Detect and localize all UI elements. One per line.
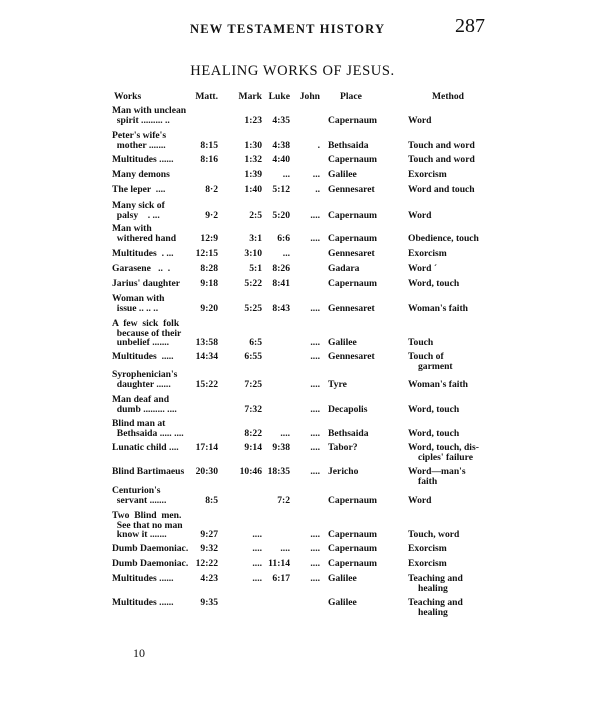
works-line: Dumb Daemoniac. xyxy=(112,543,189,554)
works-line: unbelief ....... xyxy=(112,337,170,349)
place-cell: Capernaum xyxy=(328,154,378,165)
method-line: ciples' failure xyxy=(418,451,473,463)
method-cell xyxy=(408,279,459,289)
method-line: healing xyxy=(418,582,448,594)
matt-cell: 15:22 xyxy=(195,378,218,390)
method-line: Teaching and xyxy=(408,597,463,608)
works-cell xyxy=(112,155,174,165)
mark-cell: 1:32 xyxy=(244,154,262,165)
works-line: because of their xyxy=(112,327,182,339)
mark-cell: 9:14 xyxy=(244,442,262,453)
method-line: Touch, word xyxy=(408,529,460,541)
matt-cell: 9:27 xyxy=(200,529,218,541)
luke-cell: 8:26 xyxy=(272,263,290,274)
mark-cell: 1:23 xyxy=(244,114,262,126)
method-line: Word xyxy=(408,114,432,126)
mark-cell: 3:10 xyxy=(244,248,262,259)
works-cell xyxy=(112,395,177,414)
place-cell: Gennesaret xyxy=(328,248,375,259)
matt-cell: 14:34 xyxy=(195,351,218,362)
john-cell: .. xyxy=(315,184,320,195)
works-cell xyxy=(112,370,177,389)
works-cell xyxy=(112,294,165,313)
matt-cell: 9:20 xyxy=(200,302,218,314)
john-cell: .... xyxy=(310,209,320,221)
header-luke: Luke xyxy=(268,91,290,102)
matt-cell: 12:22 xyxy=(195,558,218,569)
method-line: Obedience, touch xyxy=(408,232,479,244)
method-line: Word, touch xyxy=(408,403,460,415)
place-cell: Galilee xyxy=(328,169,357,180)
works-cell xyxy=(112,224,176,243)
john-cell: .... xyxy=(310,427,320,439)
running-head: NEW TESTAMENT HISTORY xyxy=(190,22,386,36)
matt-cell: 12:15 xyxy=(195,248,218,259)
works-line: Multitudes ...... xyxy=(112,154,174,165)
method-line: Word, touch xyxy=(408,427,460,439)
works-line: Multitudes ..... xyxy=(112,351,174,362)
works-cell xyxy=(112,279,180,289)
works-line: Woman with xyxy=(112,293,165,304)
mark-cell: .... xyxy=(252,543,262,554)
method-line: Exorcism xyxy=(408,248,447,259)
method-cell xyxy=(408,405,459,415)
place-cell: Tabor? xyxy=(328,442,358,453)
luke-cell: 11:14 xyxy=(268,558,290,569)
works-line: A few sick folk xyxy=(112,318,180,329)
works-cell xyxy=(112,467,184,477)
john-cell: .... xyxy=(310,543,320,554)
works-line: palsy . ... xyxy=(112,209,160,221)
method-cell xyxy=(408,116,431,126)
works-cell xyxy=(112,419,184,438)
method-line: Word xyxy=(408,209,432,221)
header-mark: Mark xyxy=(238,91,262,102)
luke-cell: .... xyxy=(280,543,290,554)
place-cell: Capernaum xyxy=(328,278,378,289)
works-line: daughter ...... xyxy=(112,378,171,390)
works-line: dumb ......... .... xyxy=(112,403,177,415)
works-cell xyxy=(112,106,186,125)
works-line: Centurion's xyxy=(112,485,161,496)
place-cell: Capernaum xyxy=(328,232,378,244)
john-cell: .... xyxy=(310,378,320,390)
mark-cell: .... xyxy=(252,529,262,541)
method-line: Teaching and xyxy=(408,573,463,584)
method-line: Word, touch xyxy=(408,278,460,289)
method-line: Word and touch xyxy=(408,184,475,195)
luke-cell: ... xyxy=(282,169,290,180)
method-cell xyxy=(408,598,463,617)
luke-cell: 5:20 xyxy=(272,209,290,221)
place-cell: Capernaum xyxy=(328,529,378,541)
works-line: Peter's wife's xyxy=(112,130,167,141)
method-cell xyxy=(408,380,468,390)
luke-cell: 6:6 xyxy=(277,232,290,244)
john-cell: .... xyxy=(310,337,320,349)
luke-cell: 18:35 xyxy=(267,466,290,477)
works-line: mother ....... xyxy=(112,139,166,151)
method-line: Exorcism xyxy=(408,558,447,569)
works-cell xyxy=(112,598,174,608)
john-cell: .... xyxy=(310,302,320,314)
john-cell: . xyxy=(317,139,320,151)
mark-cell: 3:1 xyxy=(249,232,262,244)
method-line: Touch and word xyxy=(408,154,475,165)
works-line: Multitudes ...... xyxy=(112,573,174,584)
works-line: The leper .... xyxy=(112,184,166,195)
works-line: Garasene .. . xyxy=(112,263,171,274)
method-cell xyxy=(408,304,468,314)
mark-cell: 8:22 xyxy=(244,427,262,439)
place-cell: Bethsaida xyxy=(328,139,369,151)
place-cell: Capernaum xyxy=(328,558,378,569)
method-line: Woman's faith xyxy=(408,378,468,390)
works-cell xyxy=(112,249,174,259)
header-john: John xyxy=(299,91,320,102)
place-cell: Gadara xyxy=(328,263,360,274)
place-cell: Galilee xyxy=(328,597,357,608)
john-cell: .... xyxy=(310,558,320,569)
method-cell xyxy=(408,544,447,554)
method-cell xyxy=(408,155,475,165)
method-line: garment xyxy=(418,360,453,372)
method-line: healing xyxy=(418,606,448,618)
method-cell xyxy=(408,338,433,348)
works-line: Syrophenician's xyxy=(112,369,178,380)
method-line: Word ´ xyxy=(408,263,438,274)
mark-cell: 7:32 xyxy=(244,403,262,415)
john-cell: .... xyxy=(310,573,320,584)
works-cell xyxy=(112,352,174,362)
john-cell: .... xyxy=(310,351,320,362)
matt-cell: 8·2 xyxy=(205,184,218,195)
mark-cell: 5:1 xyxy=(249,263,262,274)
works-line: spirit ......... .. xyxy=(112,114,170,126)
mark-cell: 1:40 xyxy=(244,184,262,195)
place-cell: Gennesaret xyxy=(328,351,375,362)
works-line: Multitudes ...... xyxy=(112,597,174,608)
method-cell xyxy=(408,211,431,221)
luke-cell: 7:2 xyxy=(277,494,290,506)
works-cell xyxy=(112,264,170,274)
luke-cell: ... xyxy=(282,248,290,259)
header-matt: Matt. xyxy=(195,91,218,102)
place-cell: Capernaum xyxy=(328,114,378,126)
place-cell: Decapolis xyxy=(328,403,368,415)
luke-cell: .... xyxy=(280,427,290,439)
footer-page-number: 10 xyxy=(133,646,145,660)
place-cell: Galilee xyxy=(328,337,357,349)
mark-cell: .... xyxy=(252,573,262,584)
place-cell: Gennesaret xyxy=(328,302,375,314)
john-cell: .... xyxy=(310,442,320,453)
works-line: Bethsaida ..... .... xyxy=(112,427,184,439)
header-works: Works xyxy=(114,91,142,102)
mark-cell: 5:25 xyxy=(244,302,262,314)
matt-cell: 20:30 xyxy=(195,466,218,477)
works-line: Dumb Daemoniac. xyxy=(112,558,189,569)
works-line: know it ....... xyxy=(112,529,167,541)
luke-cell: 5:12 xyxy=(272,184,290,195)
place-cell: Capernaum xyxy=(328,494,378,506)
works-cell xyxy=(112,486,166,505)
mark-cell: 6:55 xyxy=(244,351,262,362)
works-line: Lunatic child .... xyxy=(112,442,179,453)
matt-cell: 4:23 xyxy=(200,573,218,584)
works-cell xyxy=(112,131,166,150)
place-cell: Jericho xyxy=(328,466,359,477)
place-cell: Galilee xyxy=(328,573,357,584)
matt-cell: 8:16 xyxy=(200,154,218,165)
luke-cell: 6:17 xyxy=(272,573,290,584)
method-line: Word, touch, dis- xyxy=(408,442,479,453)
place-cell: Gennesaret xyxy=(328,184,375,195)
method-cell xyxy=(408,141,475,151)
matt-cell: 8:28 xyxy=(200,263,218,274)
place-cell: Tyre xyxy=(328,378,347,390)
works-line: Two Blind men. xyxy=(112,510,182,521)
john-cell: .... xyxy=(310,466,320,477)
works-line: withered hand xyxy=(112,232,177,244)
luke-cell: 4:38 xyxy=(272,139,290,151)
method-cell xyxy=(408,264,437,274)
method-line: Woman's faith xyxy=(408,302,468,314)
mark-cell: 7:25 xyxy=(244,378,262,390)
john-cell: .... xyxy=(310,529,320,541)
method-cell xyxy=(408,185,475,195)
works-line: Many sick of xyxy=(112,200,165,211)
matt-cell: 13:58 xyxy=(195,337,218,349)
works-cell xyxy=(112,319,181,348)
works-cell xyxy=(112,511,183,540)
method-line: Word—man's xyxy=(408,466,466,477)
luke-cell: 4:35 xyxy=(272,114,290,126)
method-cell xyxy=(408,559,447,569)
matt-cell: 17:14 xyxy=(195,442,218,453)
works-line: See that no man xyxy=(112,519,183,531)
matt-cell: 9:18 xyxy=(200,278,218,289)
method-line: Touch xyxy=(408,337,434,349)
method-line: Exorcism xyxy=(408,543,447,554)
luke-cell: 8:43 xyxy=(272,302,290,314)
works-line: Blind man at xyxy=(112,418,166,429)
place-cell: Capernaum xyxy=(328,543,378,554)
works-line: Man deaf and xyxy=(112,394,170,405)
matt-cell: 9·2 xyxy=(205,209,218,221)
method-cell xyxy=(408,249,447,259)
method-line: Exorcism xyxy=(408,169,447,180)
table-title: HEALING WORKS OF JESUS. xyxy=(190,63,395,79)
john-cell: ... xyxy=(312,169,320,180)
method-cell xyxy=(408,443,479,462)
matt-cell: 9:32 xyxy=(200,543,218,554)
works-cell xyxy=(112,170,170,180)
luke-cell: 9:38 xyxy=(272,442,290,453)
mark-cell: 10:46 xyxy=(239,466,262,477)
matt-cell: 9:35 xyxy=(200,597,218,608)
method-cell xyxy=(408,467,466,486)
mark-cell: 5:22 xyxy=(244,278,262,289)
method-cell xyxy=(408,574,463,593)
works-cell xyxy=(112,185,165,195)
works-line: Blind Bartimaeus xyxy=(112,466,185,477)
john-cell: .... xyxy=(310,232,320,244)
header-place: Place xyxy=(340,91,362,102)
works-cell xyxy=(112,201,165,220)
works-cell xyxy=(112,544,188,554)
method-cell xyxy=(408,429,459,439)
works-line: Jarius' daughter xyxy=(112,278,180,289)
method-cell xyxy=(408,234,479,244)
method-line: Touch and word xyxy=(408,139,475,151)
works-cell xyxy=(112,559,188,569)
method-line: Word xyxy=(408,494,432,506)
works-line: issue .. .. .. xyxy=(112,302,159,314)
method-line: Touch of xyxy=(408,351,444,362)
luke-cell: 8:41 xyxy=(272,278,290,289)
place-cell: Capernaum xyxy=(328,209,378,221)
method-cell xyxy=(408,496,431,506)
works-line: Man with xyxy=(112,223,152,234)
method-cell xyxy=(408,352,453,371)
luke-cell: 4:40 xyxy=(272,154,290,165)
john-cell: .... xyxy=(310,403,320,415)
header-method: Method xyxy=(432,91,464,102)
works-cell xyxy=(112,443,179,453)
matt-cell: 12:9 xyxy=(200,232,218,244)
mark-cell: 2:5 xyxy=(249,209,262,221)
works-cell xyxy=(112,574,174,584)
works-line: Many demons xyxy=(112,169,170,180)
mark-cell: 1:39 xyxy=(244,169,262,180)
matt-cell: 8:5 xyxy=(205,494,218,506)
works-line: servant ....... xyxy=(112,494,167,506)
works-line: Man with unclean xyxy=(112,105,187,116)
method-cell xyxy=(408,170,447,180)
place-cell: Bethsaida xyxy=(328,427,369,439)
mark-cell: .... xyxy=(252,558,262,569)
matt-cell: 8:15 xyxy=(200,139,218,151)
method-cell xyxy=(408,530,459,540)
page-number: 287 xyxy=(455,15,485,37)
mark-cell: 1:30 xyxy=(244,139,262,151)
method-line: faith xyxy=(418,475,438,487)
works-line: Multitudes . ... xyxy=(112,248,174,259)
mark-cell: 6:5 xyxy=(249,337,262,349)
